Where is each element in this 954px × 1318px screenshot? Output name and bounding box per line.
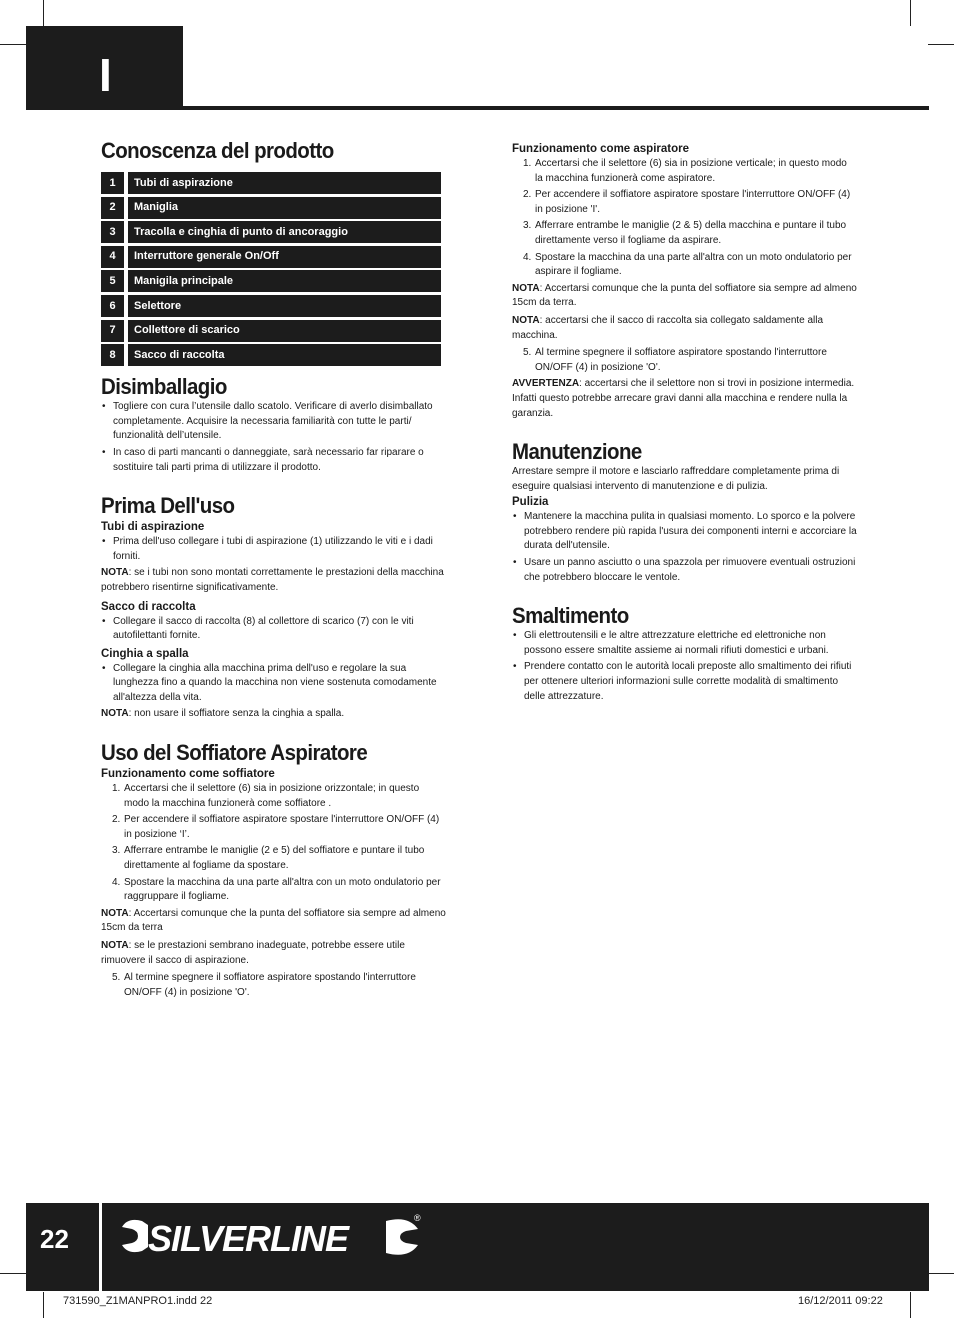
list-item: 2. Per accendere il soffiatore aspiratore spostare l'interruttore ON/OFF (4) in posizione ‘I’. [112,814,440,840]
maintenance-section [512,439,857,585]
silverline-logo [118,1211,428,1270]
note: NOTA: se i tubi non sono montati correttamente le prestazioni della macchina potrebbero risentirne significativamente. [101,567,444,593]
list-item: 5. Al termine spegnere il soffiatore aspiratore spostando l'interruttore ON/OFF (4) in posizione 'O'. [112,972,416,998]
subheading: Cinghia a spalla [101,647,189,660]
part-label: Tracolla e cinghia di punto di ancoraggio [128,221,441,243]
parts-row [101,295,446,317]
subheading: Tubi di aspirazione [101,521,205,534]
crop-mark [928,44,954,45]
list-item: • Usare un panno asciutto o una spazzola per rimuovere eventuali ostruzioni che potrebbero bloccare le ventole. [512,556,857,585]
list-item: • Gli elettroutensili e le altre attrezzature elettriche ed elettroniche non possono essere smaltite assieme ai normali rifiuti domestici e urbani. [512,629,857,658]
unpacking-title: Disimballagio [101,374,227,400]
crop-mark [43,1292,44,1318]
note: NOTA: Accertarsi comunque che la punta del soffiatore sia sempre ad almeno 15cm da terra. [512,282,857,309]
unpacking-section [101,374,446,475]
footer-divider [99,1203,102,1291]
subheading: Pulizia [512,496,549,509]
list-item: • Togliere con cura l’utensile dallo scatolo. Verificare di averlo disimballato completamente. Acquisire la necessaria familiarità con tutte le parti/ funzionalità dell’utensile. [101,400,446,444]
note: NOTA: se le prestazioni sembrano inadeguate, potrebbe essere utile rimuovere il sacco di aspirazione. [101,940,405,966]
part-label: Manigila principale [128,270,441,292]
parts-row [101,197,446,219]
language-letter: I [99,49,112,101]
list-item: 1. Accertarsi che il selettore (6) sia in posizione verticale; in questo modo la macchina funzionerà come aspiratore. [523,158,847,184]
note: NOTA: non usare il soffiatore senza la cinghia a spalla. [101,708,345,720]
part-label: Interruttore generale On/Off [128,246,441,268]
parts-row [101,320,446,342]
subheading: Funzionamento come aspiratore [512,143,690,155]
part-number: 7 [101,320,124,342]
crop-mark [43,0,44,26]
note: NOTA: accertarsi che il sacco di raccolta sia collegato saldamente alla macchina. [512,314,824,341]
crop-mark [0,44,26,45]
date-info: 16/12/2011 09:22 [798,1295,883,1307]
parts-row [101,270,446,292]
list-item: 5. Al termine spegnere il soffiatore aspiratore spostando l'interruttore ON/OFF (4) in posizione 'O'. [523,347,827,373]
part-number: 3 [101,221,124,243]
list-item: • Mantenere la macchina pulita in qualsiasi momento. Lo sporco e la polvere potrebbero rendere più rapida l'usura dei componenti interni e accorciare la durata dell'utensile. [512,510,857,554]
disposal-title: Smaltimento [512,603,629,629]
list-item: • Collegare la cinghia alla macchina prima dell'uso e regolare la sua lunghezza fino a quando la macchina non viene sostenuta comodamente all'altezza della vita. [101,662,446,706]
parts-row [101,172,446,194]
parts-list [101,172,446,366]
before-use-title: Prima Dell'uso [101,493,235,519]
crop-mark [910,1292,911,1318]
product-title: Conoscenza del prodotto [101,138,334,163]
list-item: 3. Afferrare entrambe le maniglie (2 e 5) del soffiatore e puntare il tubo direttamente al fogliame da spostare. [112,845,425,872]
list-item: 3. Afferrare entrambe le maniglie (2 & 5) della macchina e puntare il tubo direttamente verso il fogliame da aspirare. [523,220,847,246]
part-label: Sacco di raccolta [128,344,441,366]
warning: AVVERTENZA: accertarsi che il selettore non si trovi in posizione intermedia. Infatti questo potrebbe arrecare gravi danni alla macchina e rendere nulla la garanzia. [512,378,855,419]
part-number: 1 [101,172,124,194]
parts-row [101,344,446,366]
right-column [512,141,857,706]
list-item: 4. Spostare la macchina da una parte all'altra con un moto ondulatorio per aspirare il fogliame. [523,251,852,278]
svg-text:®: ® [414,1213,421,1223]
disposal-section [512,603,857,704]
part-number: 4 [101,246,124,268]
crop-mark [928,1273,954,1274]
part-label: Tubi di aspirazione [128,172,441,194]
list-item: 2. Per accendere il soffiatore aspiratore spostare l'interruttore ON/OFF (4) in posizione 'I'. [523,189,851,215]
part-number: 5 [101,270,124,292]
list-item: • Prima dell'uso collegare i tubi di aspirazione (1) utilizzando le viti e i dadi forniti. [101,535,446,564]
crop-mark [910,0,911,26]
page-number: 22 [40,1224,69,1254]
maintenance-intro: Arrestare sempre il motore e lasciarlo raffreddare completamente prima di eseguire qualsiasi intervento di manutenzione e di pulizia. [512,466,840,492]
svg-text:SILVERLINE: SILVERLINE [148,1218,349,1259]
parts-row [101,221,446,243]
list-item: • Collegare il sacco di raccolta (8) al collettore di scarico (7) con le viti autofilettanti fornite. [101,615,446,644]
crop-mark [0,1273,26,1274]
list-item: 1. Accertarsi che il selettore (6) sia in posizione orizzontale; in questo modo la macchina funzionerà come soffiatore . [112,783,420,809]
part-number: 6 [101,295,124,317]
part-label: Maniglia [128,197,441,219]
before-use-section [101,493,446,722]
part-label: Collettore di scarico [128,320,441,342]
subheading: Funzionamento come soffiatore [101,768,275,781]
file-info: 731590_Z1MANPRO1.indd 22 [63,1295,213,1307]
subheading: Sacco di raccolta [101,600,196,613]
usage-section [101,740,446,1000]
left-column [101,138,446,1002]
part-number: 2 [101,197,124,219]
part-label: Selettore [128,295,441,317]
part-number: 8 [101,344,124,366]
usage-title: Uso del Soffiatore Aspiratore [101,740,368,766]
maintenance-title: Manutenzione [512,439,642,465]
list-item: 4. Spostare la macchina da una parte all'altra con un moto ondulatorio per raggruppare il fogliame. [112,876,441,903]
note: NOTA: Accertarsi comunque che la punta del soffiatore sia sempre ad almeno 15cm da terra [101,907,446,934]
parts-row [101,246,446,268]
header-rule [183,106,929,110]
list-item: • In caso di parti mancanti o danneggiate, sarà necessario far riparare o sostituire tali parti prima di utilizzare il prodotto. [101,446,446,475]
list-item: • Prendere contatto con le autorità locali preposte allo smaltimento dei rifiuti per ottenere ulteriori informazioni sulle corrette modalità di smaltimento delle attrezzature. [512,660,857,704]
